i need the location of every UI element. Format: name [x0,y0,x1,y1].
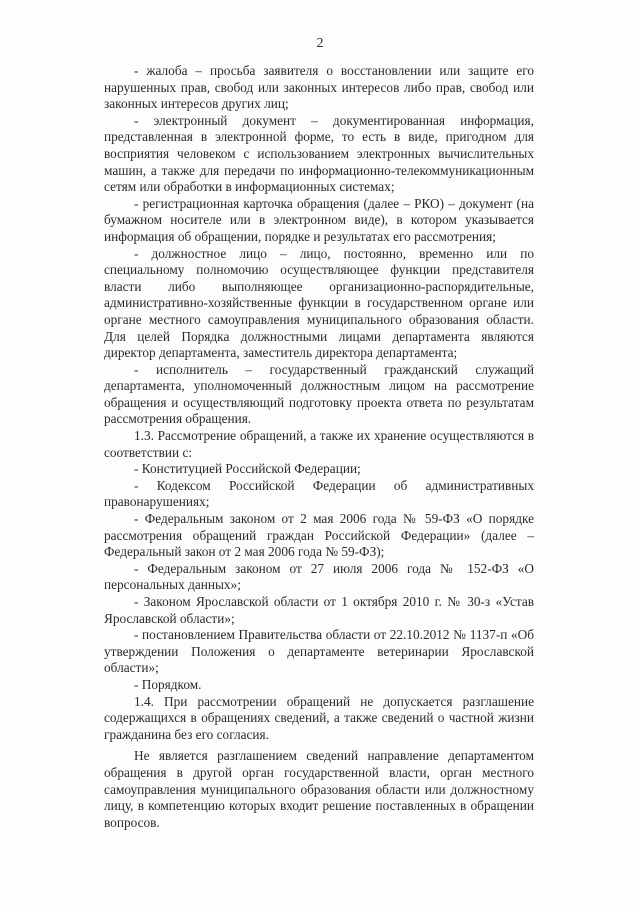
definition-electronic-document: - электронный документ – документированная информация, представленная в электронной форме, то есть в виде, пригодном для восприятия человеком с использованием электронных вычислительных машин, а также для передачи по информационно-телекоммуникационным сетям или обработки в информационных системах; [104,112,534,195]
legal-basis-federal-law-59: - Федеральным законом от 2 мая 2006 года № 59-ФЗ «О порядке рассмотрения обращений граждан Российской Федерации» (далее – Федеральный закон от 2 мая 2006 года № 59-ФЗ); [104,511,534,560]
legal-basis-government-resolution: - постановлением Правительства области от 22.10.2012 № 1137-п «Об утверждении Положения о департаменте ветеринарии Ярославской области»; [104,627,534,676]
legal-basis-regional-law: - Законом Ярославской области от 1 октября 2010 г. № 30-з «Устав Ярославской области»; [104,594,534,626]
legal-basis-procedure: - Порядком. [134,676,202,692]
definition-complaint: - жалоба – просьба заявителя о восстановлении или защите его нарушенных прав, свобод или законных интересов либо прав, свобод или законных интересов других лиц; [104,63,534,112]
page-number: 2 [316,36,324,51]
document-body [104,63,534,831]
section-1-3: 1.3. Рассмотрение обращений, а также их хранение осуществляются в соответствии с: [104,428,534,460]
definition-executor: - исполнитель – государственный гражданский служащий департамента, уполномоченный должностным лицом на рассмотрение обращения и осуществляющий подготовку проекта ответа по результатам рассмотрения обращения. [104,361,534,427]
legal-basis-constitution: - Конституцией Российской Федерации; [134,461,361,477]
section-1-4-clarification: Не является разглашением сведений направление департаментом обращения в другой орган государственной власти, орган местного самоуправления муниципального образования области или должностному лицу, в компетенцию которых входит решение поставленных в обращении вопросов. [104,748,534,830]
legal-basis-admin-code: - Кодексом Российской Федерации об административных правонарушениях; [104,477,534,510]
definition-registration-card: - регистрационная карточка обращения (далее – РКО) – документ (на бумажном носителе или в электронном виде), в котором указывается информация об обращении, порядке и результатах его рассмотрения; [104,195,534,244]
legal-basis-federal-law-152: - Федеральным законом от 27 июля 2006 года № 152-ФЗ «О персональных данных»; [104,560,534,593]
definition-official: - должностное лицо – лицо, постоянно, временно или по специальному полномочию осуществляющее функции представителя власти либо выполняющее организационно-распорядительные, административно-хозяйственные функции в государственном органе или органе местного самоуправления муниципального образования области. Для целей Порядка должностными лицами департамента являются директор департамента, заместитель директора департамента; [104,245,534,361]
section-1-4: 1.4. При рассмотрении обращений не допускается разглашение содержащихся в обращениях сведений, а также сведений о частной жизни гражданина без его согласия. [104,693,534,742]
